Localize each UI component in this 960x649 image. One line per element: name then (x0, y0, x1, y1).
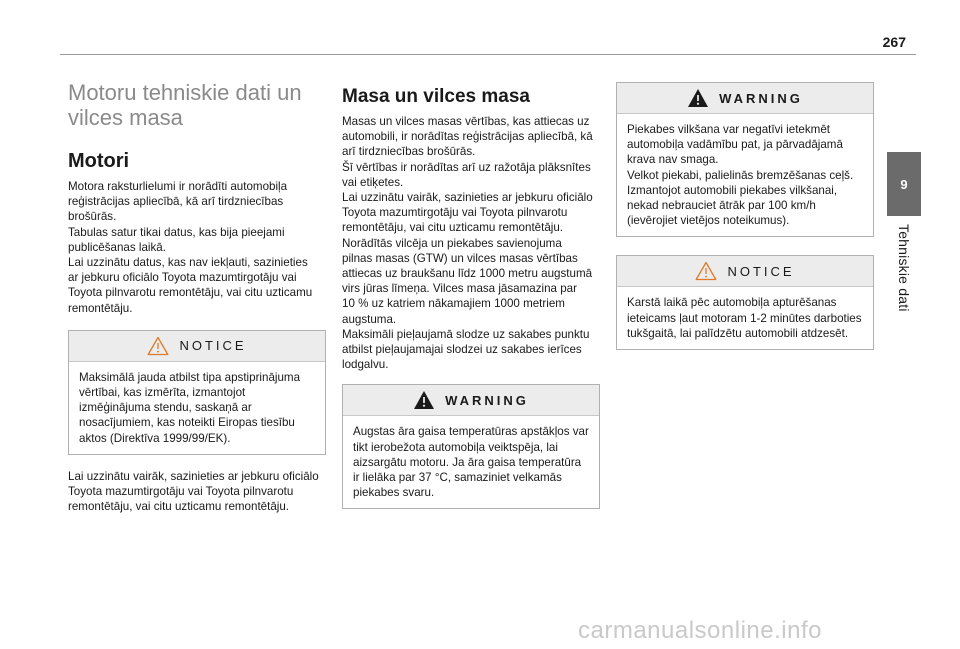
notice-title: NOTICE (727, 263, 795, 279)
warning-box (342, 384, 600, 509)
chapter-title: Tehniskie dati (896, 224, 912, 312)
page-number: 267 (882, 34, 906, 50)
engine-paragraph: Motora raksturlielumi ir norādīti automobiļa reģistrācijas apliecībā, kā arī tirdzniecības brošūrās. Tabulas satur tikai datus, kas bija pieejami publicēšanas laikā. Lai uzzinātu datus, kas nav iekļauti, sazinieties ar jebkuru oficiālo Toyota mazumtirgotāju vai Toyota pilnvarotu remontētāju, vai citu uzticamu remontētāju. (68, 180, 313, 315)
column-left (68, 80, 326, 514)
notice-title: NOTICE (179, 338, 247, 354)
column-right (616, 82, 874, 350)
warning-title: WARNING (445, 392, 529, 408)
warning-title: WARNING (719, 90, 803, 106)
chapter-tab[interactable]: 9 (887, 152, 921, 216)
notice-header (617, 256, 873, 287)
contact-paragraph: Lai uzzinātu vairāk, sazinieties ar jebkuru oficiālo Toyota mazumtirgotāju vai Toyota pilnvarotu remontētāju, vai citu uzticamu remontētāju. (68, 469, 319, 514)
caution-triangle-outline-icon (147, 336, 169, 356)
warning-header (343, 385, 599, 416)
notice-header (69, 331, 325, 362)
subtitle-motori: Motori (68, 150, 130, 172)
warning-triangle-filled-icon (413, 390, 435, 410)
warning-box (616, 82, 874, 237)
header-divider (60, 54, 916, 55)
subtitle-masa: Masa un vilces masa (342, 86, 530, 107)
mass-paragraph: Masas un vilces masas vērtības, kas attiecas uz automobili, ir norādītas reģistrācijas apliecībā, kā arī tirdzniecības brošūrās. Šī vērtības ir norādītas arī uz ražotāja plāksnītes vai etiķetes. Lai uzzinātu vairāk, sazinieties ar jebkuru oficiālo Toyota mazumtirgotāju vai Toyota pilnvarotu remontētāju, vai citu uzticamu remontētāju. Norādītās vilcēja un piekabes savienojuma pilnas masas (GTW) un vilces masas vērtības attiecas uz braukšanu līdz 1000 metru augstumā virs jūras līmeņa. Vilces masa jāsamazina par 10 % uz katriem nākamajiem 1000 metriem augstuma. Maksimāli pieļaujamā slodze uz sakabes punktu atbilst pieļaujamajai slodzei uz sakabes ierīces lodgalvu. (342, 115, 593, 372)
column-middle (342, 86, 600, 509)
caution-triangle-outline-icon (695, 261, 717, 281)
warning-text: Piekabes vilkšana var negatīvi ietekmēt automobiļa vadāmību pat, ja pārvadājamā krava nav smaga. Velkot piekabi, palielinās bremzēšanas ceļš. Izmantojot automobili piekabes vilkšanai, nekad nebrauciet ātrāk par 100 km/h (ievērojiet vietējos noteikumus). (627, 123, 854, 228)
watermark: carmanualsonline.info (578, 617, 822, 644)
warning-text: Augstas āra gaisa temperatūras apstākļos var tikt ierobežota automobiļa veiktspēja, lai aizsargātu motoru. Ja āra gaisa temperatūra ir lielāka par 37 °C, samaziniet velkamās piekabes svaru. (353, 425, 589, 500)
section-title: Motoru tehniskie dati un vilces masa (68, 80, 302, 130)
notice-text: Maksimālā jauda atbilst tipa apstiprinājuma vērtībai, kas izmērīta, izmantojot izmēģinājuma stendu, saskaņā ar nosacījumiem, kas noteikti Eiropas tiesību aktos (Direktīva 1999/99/EK). (79, 370, 301, 445)
warning-header (617, 83, 873, 114)
notice-box (68, 330, 326, 455)
warning-triangle-filled-icon (687, 88, 709, 108)
notice-box (616, 255, 874, 350)
notice-text: Karstā laikā pēc automobiļa apturēšanas ieteicams ļaut motoram 1-2 minūtes darboties tukšgaitā, lai palīdzētu automobili atdzesēt. (627, 296, 862, 340)
